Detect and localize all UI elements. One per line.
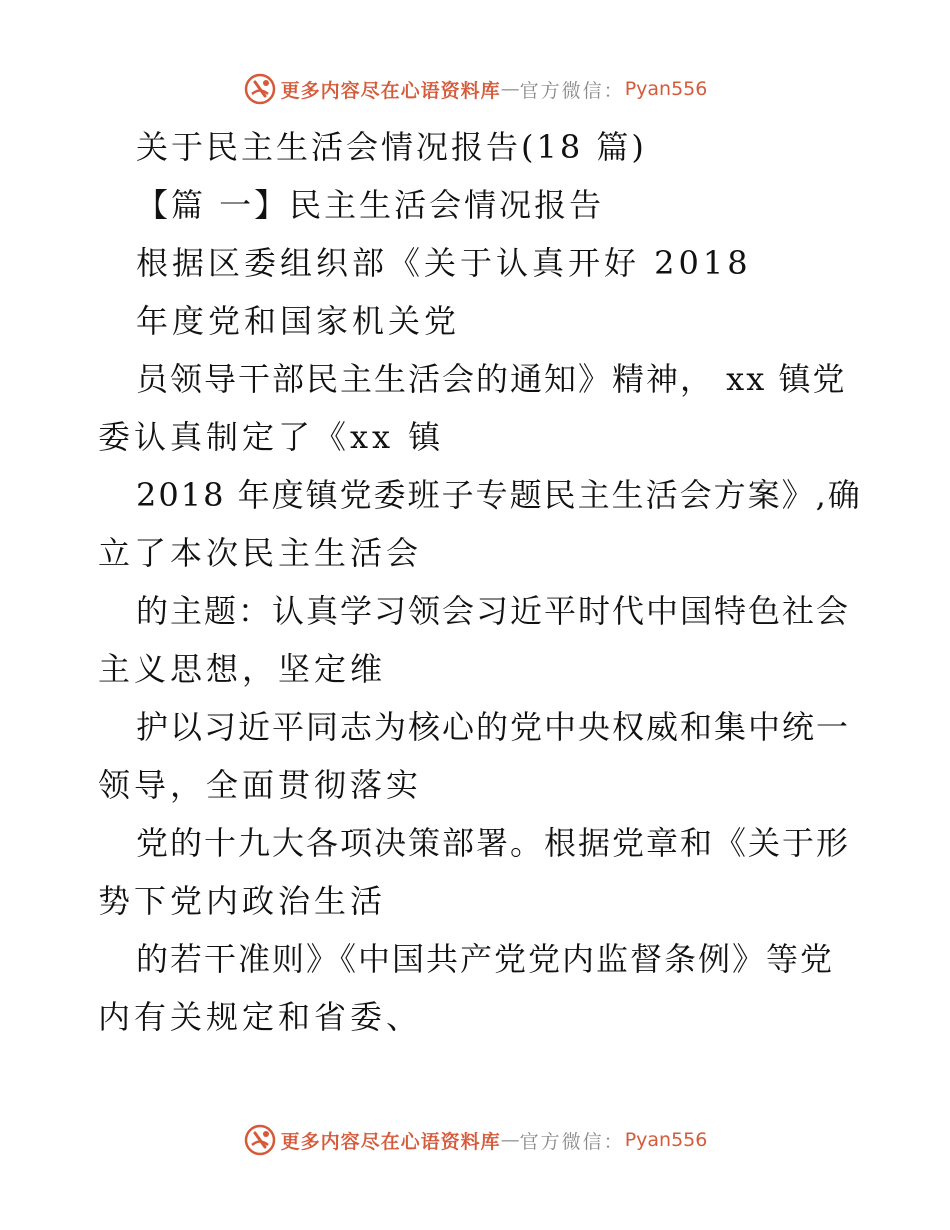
text-line: 2018 年度镇党委班子专题民主生活会方案》,确 <box>136 476 862 514</box>
watermark-wechat-id: Pyan556 <box>624 78 708 100</box>
text-line: 年度党和国家机关党 <box>136 302 461 340</box>
watermark-wechat-label: 官方微信： <box>519 79 625 102</box>
watermark-wechat-id: Pyan556 <box>624 1129 708 1151</box>
text-line: 党的十九大各项决策部署。根据党章和《关于形 <box>136 824 851 862</box>
text-line: 的若干准则》《中国共产党党内监督条例》等党 <box>136 940 835 978</box>
book-quill-logo <box>243 1123 277 1157</box>
text-line: 内有关规定和省委、 <box>98 998 423 1036</box>
text-line: 根据区委组织部《关于认真开好 2018 <box>136 244 752 282</box>
text-line: 委认真制定了《xx 镇 <box>98 418 445 456</box>
document-body <box>98 118 862 1046</box>
watermark-brand: 更多内容尽在心语资料库 <box>280 79 501 102</box>
book-quill-logo <box>243 72 277 106</box>
watermark-wechat-label: 官方微信： <box>519 1130 625 1153</box>
document-title: 关于民主生活会情况报告(18 篇) <box>136 128 647 166</box>
watermark-separator: — <box>500 1129 520 1151</box>
text-line: 领导，全面贯彻落实 <box>98 766 423 804</box>
text-line: 势下党内政治生活 <box>98 882 387 920</box>
text-line: 员领导干部民主生活会的通知》精神， xx 镇党 <box>136 360 847 398</box>
text-line: 护以习近平同志为核心的党中央权威和集中统一 <box>136 708 851 746</box>
watermark-brand: 更多内容尽在心语资料库 <box>280 1130 501 1153</box>
text-line: 的主题：认真学习领会习近平时代中国特色社会 <box>136 592 851 630</box>
header-watermark <box>0 72 950 106</box>
section-heading: 【篇 一】民主生活会情况报告 <box>136 186 605 224</box>
footer-watermark <box>0 1123 950 1157</box>
watermark-separator: — <box>500 78 520 100</box>
text-line: 立了本次民主生活会 <box>98 534 423 572</box>
text-line: 主义思想，坚定维 <box>98 650 387 688</box>
